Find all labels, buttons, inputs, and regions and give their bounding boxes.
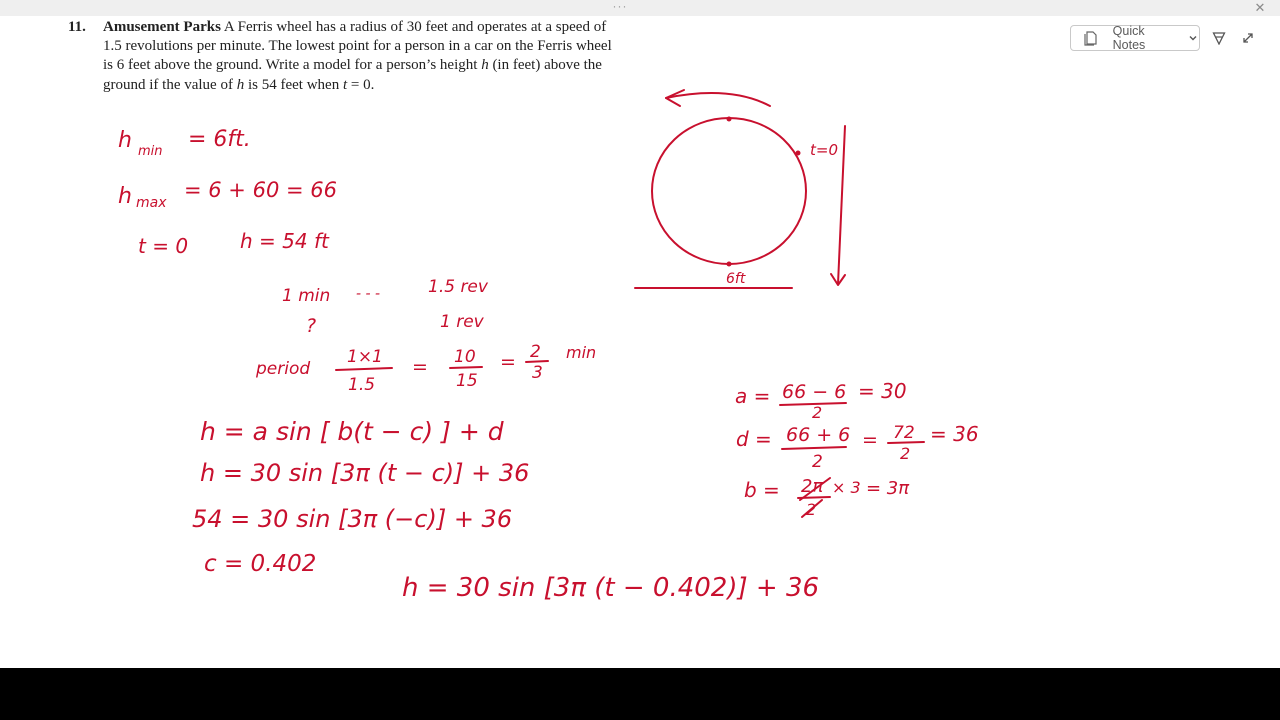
rate-one-rev: 1 rev	[440, 312, 484, 332]
variable-t: t	[342, 76, 348, 93]
d-result: = 36	[930, 422, 979, 446]
d-mid-numerator: 72	[893, 423, 915, 443]
equals-2: =	[500, 351, 516, 373]
general-model: h = a sin [ b(t − c) ] + d	[200, 417, 504, 446]
diagram-t0-label: t=0	[810, 141, 838, 159]
hmax-h: h	[118, 184, 132, 209]
period-denominator: 1.5	[348, 375, 376, 395]
a-numerator: 66 − 6	[782, 381, 847, 403]
hmin-sub: min	[138, 144, 163, 159]
d-label: d =	[736, 427, 772, 451]
diagram-6ft-label: 6ft	[726, 271, 746, 287]
b-label: b =	[744, 478, 780, 502]
t-equals-zero: t = 0	[138, 234, 189, 258]
problem-text-4b: is 54 feet when	[247, 76, 340, 93]
a-denominator: 2	[812, 403, 823, 422]
t0-point	[796, 151, 801, 156]
bottom-point	[727, 262, 732, 267]
b-numerator: 2π	[801, 476, 824, 497]
b-denominator: 2	[806, 500, 817, 519]
problem-text-2: 1.5 revolutions per minute. The lowest point for a person in a car on the Ferris wheel	[103, 38, 612, 55]
ferris-wheel-circle	[652, 118, 806, 264]
d-denominator: 2	[812, 452, 823, 472]
drag-handle-icon[interactable]: ···	[612, 0, 628, 13]
rotation-arc	[666, 93, 770, 106]
frac2-denominator: 15	[456, 371, 478, 391]
problem-text-1: A Ferris wheel has a radius of 30 feet and operates at a speed of	[223, 19, 607, 35]
height-axis	[838, 126, 845, 284]
bottom-letterbox	[0, 668, 1280, 720]
hmin-h: h	[118, 128, 132, 153]
hmax-value: = 6 + 60 = 66	[184, 178, 337, 202]
problem-text-3: is 6 feet above the ground. Write a model for a person’s height	[103, 57, 478, 74]
b-result: = 3π	[866, 478, 910, 499]
model-step-3: 54 = 30 sin [3π (−c)] + 36	[192, 505, 513, 533]
frac3-denominator: 3	[532, 363, 543, 383]
period-unit: min	[566, 343, 597, 362]
rate-dots: - - -	[356, 286, 381, 302]
d-numerator: 66 + 6	[786, 424, 851, 446]
problem-text-3b: (in feet) above the	[492, 57, 602, 74]
b-multiplier: × 3	[832, 478, 861, 497]
problem-number: 11.	[68, 19, 86, 35]
model-step-2: h = 30 sin [3π (t − c)] + 36	[200, 459, 530, 487]
a-label: a =	[735, 384, 771, 408]
close-icon[interactable]: ✕	[1254, 0, 1266, 15]
period-label: period	[256, 359, 311, 379]
d-mid-denominator: 2	[900, 444, 911, 463]
rate-one-min: 1 min	[282, 286, 331, 306]
hmax-sub: max	[136, 195, 167, 211]
rate-rev: 1.5 rev	[428, 277, 488, 297]
problem-text-4c: = 0.	[350, 76, 375, 93]
c-value: c = 0.402	[204, 551, 317, 577]
variable-h: h	[236, 76, 245, 93]
a-result: = 30	[858, 379, 907, 403]
frac2-numerator: 10	[454, 347, 476, 367]
equals-1: =	[412, 356, 428, 378]
problem-text-4a: ground if the value of	[103, 76, 233, 93]
quick-notes-label: Quick Notes	[1112, 24, 1146, 52]
period-numerator: 1×1	[347, 347, 383, 367]
problem-title: Amusement Parks	[103, 19, 221, 35]
final-model: h = 30 sin [3π (t − 0.402)] + 36	[402, 573, 820, 603]
hmin-value: = 6ft.	[188, 127, 251, 152]
d-equals: =	[862, 429, 878, 451]
h-equals-54: h = 54 ft	[240, 229, 329, 253]
variable-h: h	[481, 57, 489, 74]
frac3-numerator: 2	[530, 342, 541, 362]
rate-question: ?	[306, 315, 317, 337]
top-point	[727, 117, 732, 122]
